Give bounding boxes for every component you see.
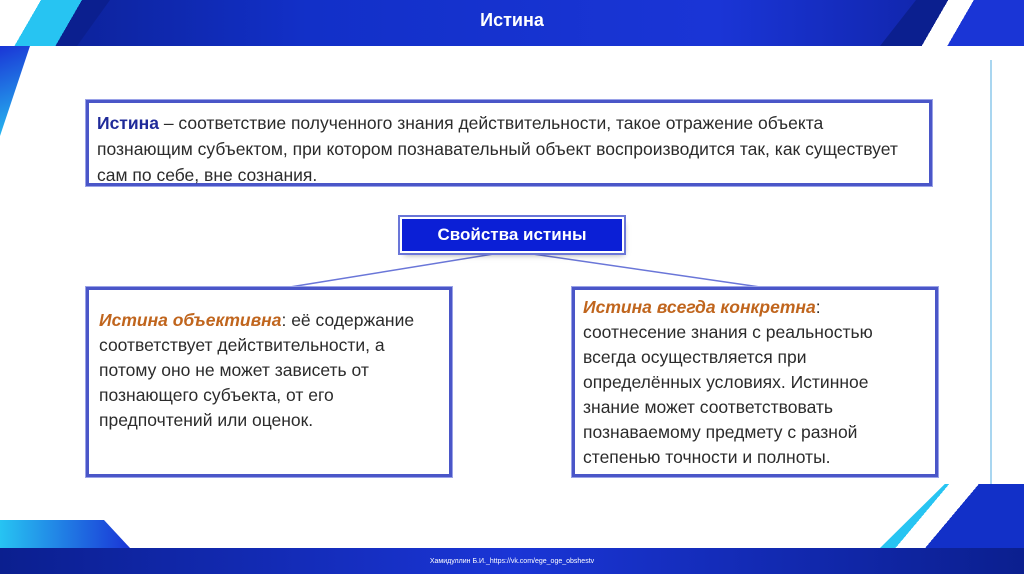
connector-right <box>512 251 760 287</box>
property-text-concrete: : соотнесение знания с реальностью всегда осуществляется при определённых условиях. Истинное знание может соответствовать познаваемому предмету с разной степенью точности и полноты. <box>583 297 873 467</box>
page-title: Истина <box>480 10 544 30</box>
property-term-objective: Истина объективна <box>99 310 282 330</box>
property-box-objective <box>86 287 452 477</box>
connector-left <box>290 251 512 287</box>
property-term-concrete: Истина всегда конкретна <box>583 297 816 317</box>
definition-term: Истина <box>97 113 159 133</box>
properties-label: Свойства истины <box>402 219 622 251</box>
property-box-concrete <box>572 287 938 477</box>
property-text-objective: : её содержание соответствует действительности, а потому оно не может зависеть от познающего субъекта, от его предпочтений или оценок. <box>99 310 415 430</box>
definition-text: – соответствие полученного знания действительности, такое отражение объекта познающим субъектом, при котором познавательный объект воспроизводится так, как существует сам по себе, вне сознания. <box>97 113 898 185</box>
footer-credit: Хамидуллин Б.И._https://vk.com/ege_oge_obshestv <box>429 558 595 565</box>
